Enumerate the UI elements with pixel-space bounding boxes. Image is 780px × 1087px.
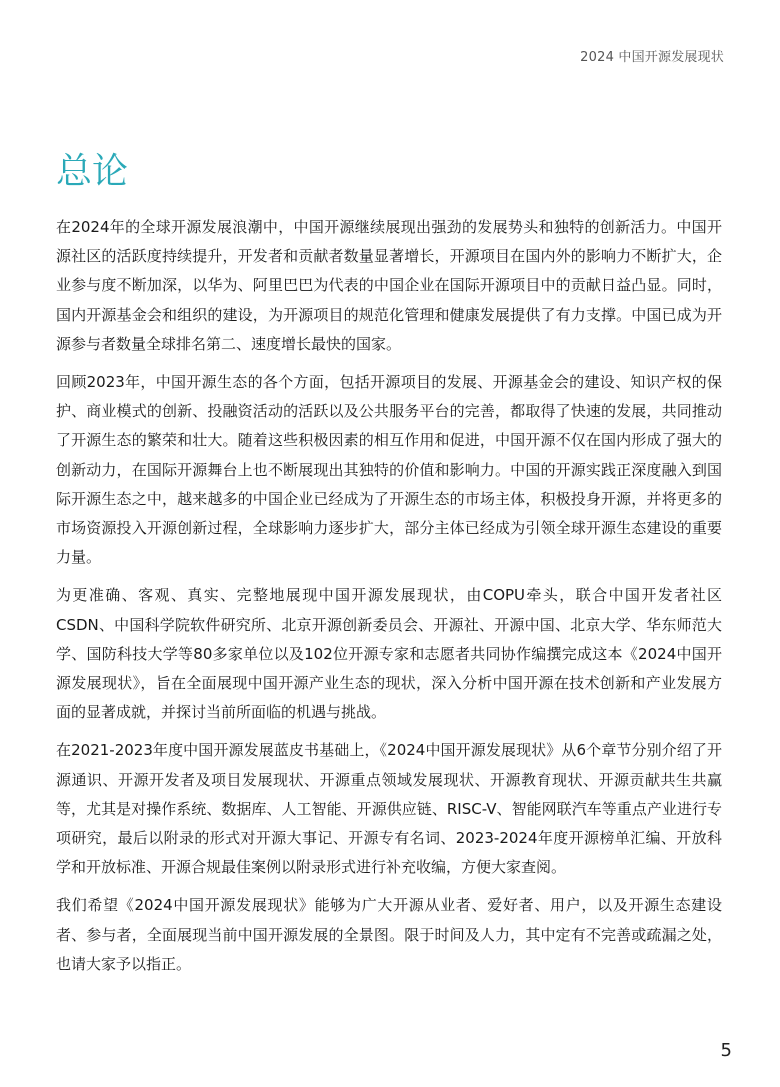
section-title: 总论 [56, 151, 129, 192]
body-content [56, 213, 722, 988]
paragraph: 回顾2023年，中国开源生态的各个方面，包括开源项目的发展、开源基金会的建设、知识产权的保护、商业模式的创新、投融资活动的活跃以及公共服务平台的完善，都取得了快速的发展，共同推动了开源生态的繁荣和壮大。随着这些积极因素的相互作用和促进，中国开源不仅在国内形成了强大的创新动力，在国际开源舞台上也不断展现出其独特的价值和影响力。中国的开源实践正深度融入到国际开源生态之中，越来越多的中国企业已经成为了开源生态的市场主体，积极投身开源，并将更多的市场资源投入开源创新过程，全球影响力逐步扩大，部分主体已经成为引领全球开源生态建设的重要力量。 [56, 373, 722, 567]
running-header: 2024 中国开源发展现状 [580, 50, 724, 65]
paragraph: 在2021-2023年度中国开源发展蓝皮书基础上，《2024中国开源发展现状》从6个章节分别介绍了开源通识、开源开发者及项目发展现状、开源重点领域发展现状、开源教育现状、开源贡献共生共赢等，尤其是对操作系统、数据库、人工智能、开源供应链、RISC-V、智能网联汽车等重点产业进行专项研究，最后以附录的形式对开源大事记、开源专有名词、2023-2024年度开源榜单汇编、开放科学和开放标准、开源合规最佳案例以附录形式进行补充收编，方便大家查阅。 [56, 741, 722, 877]
paragraph: 为更准确、客观、真实、完整地展现中国开源发展现状，由COPU牵头，联合中国开发者社区CSDN、中国科学院软件研究所、北京开源创新委员会、开源社、开源中国、北京大学、华东师范大学、国防科技大学等80多家单位以及102位开源专家和志愿者共同协作编撰完成这本《2024中国开源发展现状》，旨在全面展现中国开源产业生态的现状，深入分析中国开源在技术创新和产业发展方面的显著成就，并探讨当前所面临的机遇与挑战。 [56, 586, 722, 722]
page-number: 5 [720, 1040, 732, 1061]
paragraph: 我们希望《2024中国开源发展现状》能够为广大开源从业者、爱好者、用户，以及开源生态建设者、参与者，全面展现当前中国开源发展的全景图。限于时间及人力，其中定有不完善或疏漏之处，也请大家予以指正。 [56, 896, 722, 973]
paragraph: 在2024年的全球开源发展浪潮中，中国开源继续展现出强劲的发展势头和独特的创新活力。中国开源社区的活跃度持续提升，开发者和贡献者数量显著增长，开源项目在国内外的影响力不断扩大，企业参与度不断加深，以华为、阿里巴巴为代表的中国企业在国际开源项目中的贡献日益凸显。同时，国内开源基金会和组织的建设，为开源项目的规范化管理和健康发展提供了有力支撑。中国已成为开源参与者数量全球排名第二、速度增长最快的国家。 [56, 218, 722, 353]
